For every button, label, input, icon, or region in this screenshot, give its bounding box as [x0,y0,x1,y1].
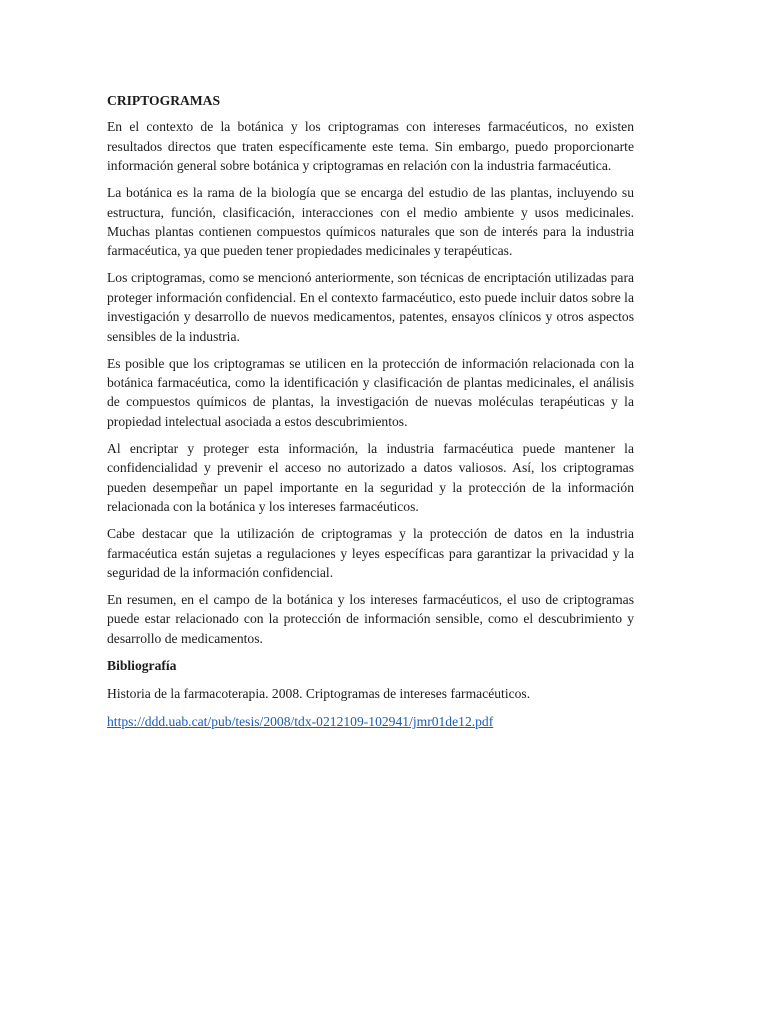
paragraph-resumen: En resumen, en el campo de la botánica y los intereses farmacéuticos, el uso de criptogramas puede estar relacionado con la protección de información sensible, como el descubrimiento y desarrollo de medicamentos. [107,591,634,646]
paragraph-intro: En el contexto de la botánica y los criptogramas con intereses farmacéuticos, no existen resultados directos que traten específicamente este tema. Sin embargo, puedo proporcionarte información general sobre botánica y criptogramas en relación con la industria farmacéutica. [107,119,634,174]
paragraph-encriptar: Al encriptar y proteger esta información, la industria farmacéutica puede mantener la confidencialidad y prevenir el acceso no autorizado a datos valiosos. Así, los criptogramas pueden desempeñar un papel importante en la seguridad y la protección de la información relacionada con la botánica y los intereses farmacéuticos. [107,440,634,515]
document-title: CRIPTOGRAMAS [107,93,221,108]
paragraph-botanica: La botánica es la rama de la biología que se encarga del estudio de las plantas, incluyendo su estructura, función, clasificación, interacciones con el medio ambiente y usos medicinales. Muchas plantas contienen compuestos químicos naturales que son de interés para la industria farmacéutica, ya que pueden tener propiedades medicinales y terapéuticas. [107,185,634,259]
bibliography-link[interactable]: https://ddd.uab.cat/pub/tesis/2008/tdx-0212109-102941/jmr01de12.pdf [107,714,494,730]
bibliography-entry: Historia de la farmacoterapia. 2008. Criptogramas de intereses farmacéuticos. [107,685,531,701]
paragraph-regulaciones: Cabe destacar que la utilización de criptogramas y la protección de datos en la industria farmacéutica están sujetas a regulaciones y leyes específicas para garantizar la privacidad y la seguridad de la información confidencial. [107,526,634,580]
paragraph-proteccion: Es posible que los criptogramas se utilicen en la protección de información relacionada con la botánica farmacéutica, como la identificación y clasificación de plantas medicinales, el análisis de compuestos químicos de plantas, la investigación de nuevas moléculas terapéuticas y la propiedad intelectual asociada a estos descubrimientos. [107,355,634,429]
document-page [107,91,634,731]
bibliography-heading: Bibliografía [107,657,177,673]
paragraph-criptogramas: Los criptogramas, como se mencionó anteriormente, son técnicas de encriptación utilizadas para proteger información confidencial. En el contexto farmacéutico, esto puede incluir datos sobre la investigación y desarrollo de nuevos medicamentos, patentes, ensayos clínicos y otros aspectos sensibles de la industria. [107,270,634,344]
